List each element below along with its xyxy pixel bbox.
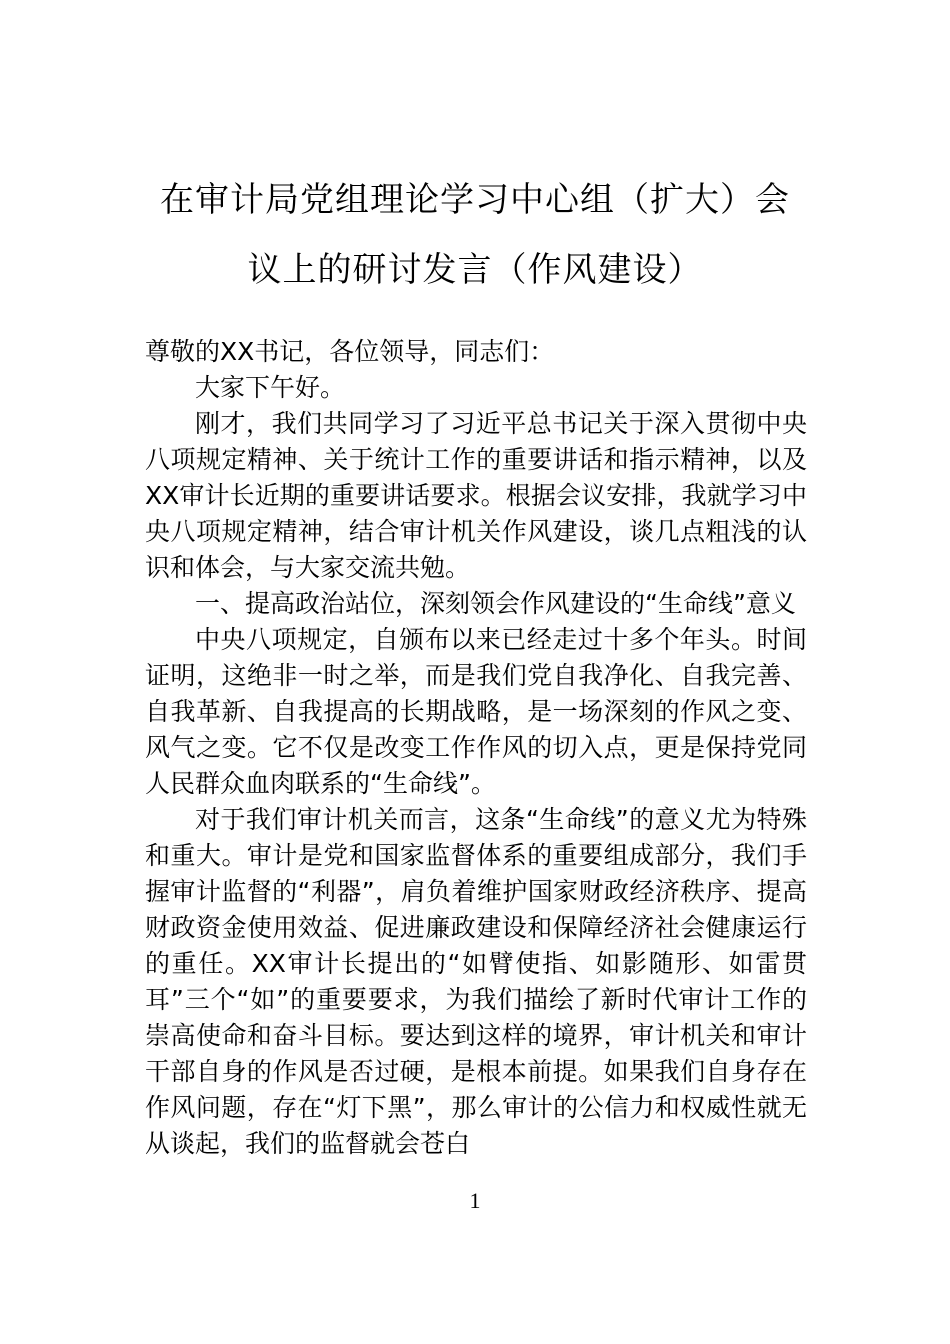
page-number: 1	[469, 1188, 481, 1213]
document-title	[140, 165, 810, 305]
paragraph-intro: 刚才，我们共同学习了习近平总书记关于深入贯彻中央八项规定精神、关于统计工作的重要讲话和指示精神，以及XX审计长近期的重要讲话要求。根据会议安排，我就学习中央八项规定精神，结合审计机关作风建设，谈几点粗浅的认识和体会，与大家交流共勉。	[145, 409, 807, 582]
paragraph-eight-rules: 中央八项规定，自颁布以来已经走过十多个年头。时间证明，这绝非一时之举，而是我们党自我净化、自我完善、自我革新、自我提高的长期战略，是一场深刻的作风之变、风气之变。它不仅是改变工作作风的切入点，更是保持党同人民群众血肉联系的“生命线”。	[145, 625, 807, 798]
paragraph-greeting: 大家下午好。	[195, 373, 346, 402]
title-line-1: 在审计局党组理论学习中心组（扩大）会	[160, 180, 790, 220]
salutation: 尊敬的XX书记，各位领导，同志们：	[145, 337, 555, 366]
paragraph-audit-lifeline: 对于我们审计机关而言，这条“生命线”的意义尤为特殊和重大。审计是党和国家监督体系的重要组成部分，我们手握审计监督的“利器”，肩负着维护国家财政经济秩序、提高财政资金使用效益、促进廉政建设和保障经济社会健康运行的重任。XX审计长提出的“如臂使指、如影随形、如雷贯耳”三个“如”的重要要求，为我们描绘了新时代审计工作的崇高使命和奋斗目标。要达到这样的境界，审计机关和审计干部自身的作风是否过硬，是根本前提。如果我们自身存在作风问题，存在“灯下黑”，那么审计的公信力和权威性就无从谈起，我们的监督就会苍白	[145, 805, 807, 1158]
title-line-2: 议上的研讨发言（作风建设）	[247, 250, 703, 290]
document-body	[145, 334, 807, 1162]
section-heading-1: 一、提高政治站位，深刻领会作风建设的“生命线”意义	[195, 589, 796, 618]
